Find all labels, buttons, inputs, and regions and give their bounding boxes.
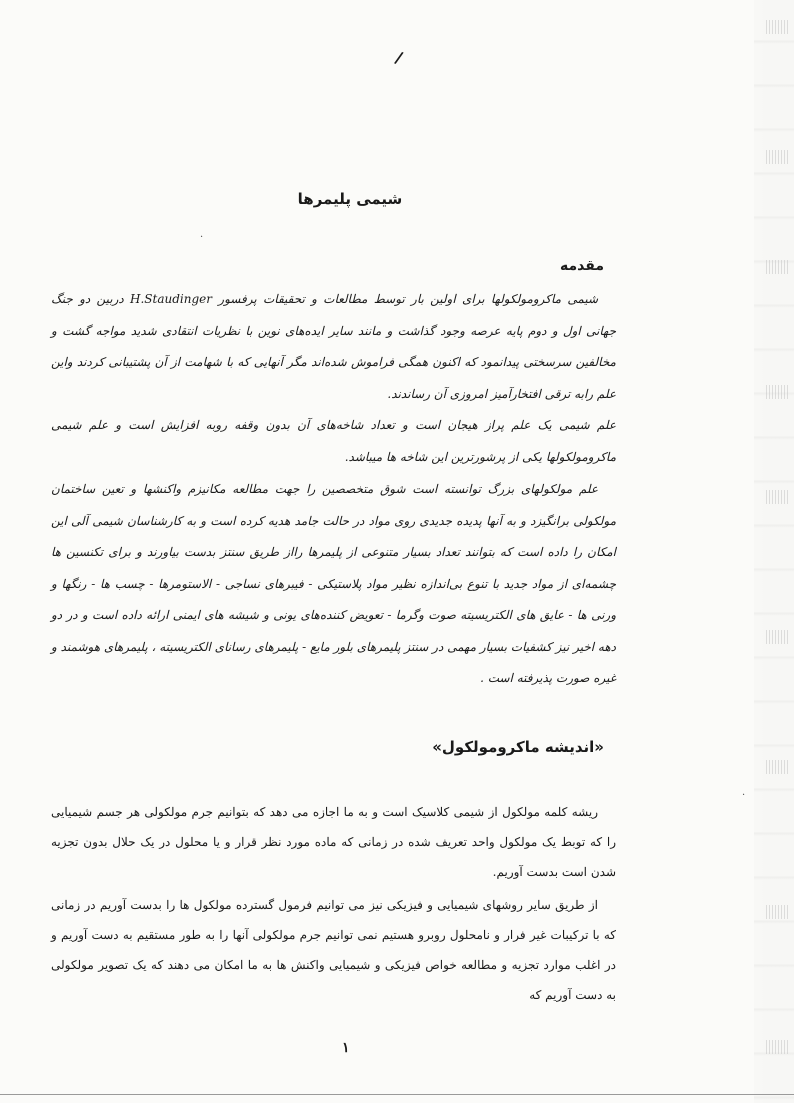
page-title: شیمی پلیمرها — [297, 190, 403, 208]
scan-artifact — [766, 150, 788, 164]
scan-artifact — [766, 760, 788, 774]
page-bottom-edge — [0, 1094, 794, 1095]
paragraph-2 — [51, 410, 616, 473]
paragraph-text: علم شیمی یک علم پراز هیجان است و تعداد شاخه‌های آن بدون وقفه روبه افزایش است و علم شیمی ماکرومولکولها یکی از پرشورترین این شاخه ها میباشد. — [51, 418, 616, 464]
scan-artifact — [766, 385, 788, 399]
scan-speck: · — [742, 790, 746, 801]
scan-artifact — [766, 1040, 788, 1054]
scan-artifact — [766, 260, 788, 274]
paragraph-4 — [51, 797, 616, 887]
page-number: ۱ — [342, 1040, 350, 1056]
scan-artifact — [766, 490, 788, 504]
section-heading-intro: مقدمه — [560, 258, 604, 274]
paragraph-5 — [51, 890, 616, 1010]
scan-artifact — [766, 905, 788, 919]
section-heading-macromolecule-idea: «اندیشه ماکرومولکول» — [432, 738, 604, 756]
scan-artifact — [766, 20, 788, 34]
paragraph-text: از طریق سایر روشهای شیمیایی و فیزیکی نیز می توانیم فرمول گسترده مولکول ها را بدست آوریم در زمانی که با ترکیبات غیر فرار و نامحلول روبرو هستیم نمی توانیم جرم مولکولی آنها را به طور مستقیم به دست آوریم و در اغلب موارد تجزیه و مطالعه خواص فیزیکی و شیمیایی واکنش ها به ما امکان می دهند که یک تصویر مولکولی به دست آوریم که — [51, 898, 616, 1002]
scan-artifact — [766, 630, 788, 644]
paragraph-text: ریشه کلمه مولکول از شیمی کلاسیک است و به ما اجازه می دهد که بتوانیم جرم مولکولی هر جسم شیمیایی را که توبط یک مولکول واحد تعریف شده در زمانی که ماده مورد نظر قرار و یا محلول در یک حلال بدون تجزیه شدن است بدست آوریم. — [51, 805, 616, 879]
scan-edge — [754, 0, 794, 1103]
scan-speck: · — [200, 232, 204, 243]
paragraph-text: علم مولکولهای بزرگ توانسته است شوق متخصصین را جهت مطالعه مکانیزم واکنشها و تعین ساختمان مولکولی برانگیزد و به آنها پدیده جدیدی روی مواد در حالت جامد هدیه کرده است و به کارشناسان شیمی آلی این امکان را داده است که بتوانند تعداد بسیار متنوعی از پلیمرها رااز طریق سنتز بدست بیاورند و برای تکنسین ها چشمه‌ای از مواد جدید با تنوع بی‌اندازه نظیر مواد پلاستیکی - فیبرهای نساجی - الاستومرها - چسب ها - رنگها و ورنی ها - عایق های الکتریسیته صوت وگرما - تعویض کننده‌های یونی و شیشه های ایمنی ارائه داده است و در دو دهه اخیر نیز کشفیات بسیار مهمی در سنتز پلیمرهای بلور مایع - پلیمرهای رسانای الکتریسیته ، پلیمرهای هوشمند و غیره صورت پذیرفته است . — [51, 482, 617, 685]
page-mark: / — [393, 47, 405, 68]
paragraph-text: شیمی ماکرومولکولها برای اولین بار توسط مطالعات و تحقیقات پرفسور H.Staudinger دربین دو جنگ جهانی اول و دوم پایه عرصه وجود گذاشت و مانند سایر ایده‌های نوین با نظریات انتقادی شدید مواجه گشت و مخالفین سرسختی پیدانمود که اکنون همگی فراموش شده‌اند مگر آنهایی که با شهامت از آن پشتیبانی کردند واین علم رابه ترقی افتخارآمیز امروزی آن رساندند. — [51, 292, 616, 401]
paragraph-3 — [51, 474, 616, 695]
paragraph-1 — [51, 284, 616, 410]
